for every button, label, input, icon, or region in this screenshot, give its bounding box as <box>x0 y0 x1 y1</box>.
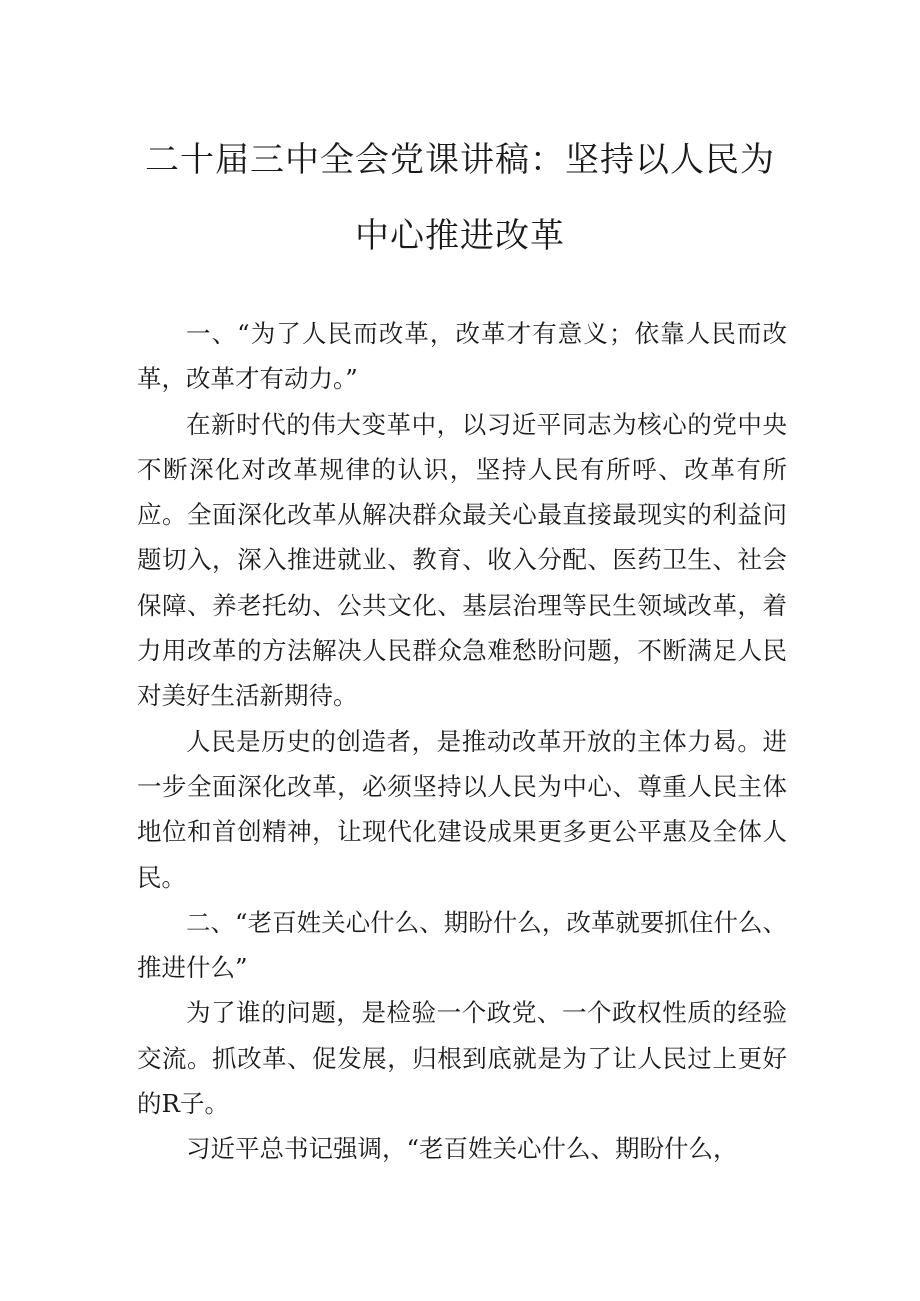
document-title-line-2: 中心推进改革 <box>355 216 565 256</box>
body-paragraph: 在新时代的伟大变革中，以习近平同志为核心的党中央不断深化对改革规律的认识，坚持人民有所呼、改革有所应。全面深化改革从解决群众最关心最直接最现实的利益问题切入，深入推进就业、教育、收入分配、医药卫生、社会保障、养老托幼、公共文化、基层治理等民生领域改革，着力用改革的方法解决人民群众急难愁盼问题，不断满足人民对美好生活新期待。 <box>137 409 787 711</box>
document-title-line-1: 二十届三中全会党课讲稿：坚持以人民为 <box>145 140 775 180</box>
body-paragraph: 习近平总书记强调，“老百姓关心什么、期盼什么， <box>186 1134 738 1164</box>
section-heading-1: 一、“为了人民而改革，改革才有意义；依靠人民而改革，改革才有动力。” <box>137 319 787 394</box>
section-heading-2: 二、“老百姓关心什么、期盼什么，改革就要抓住什么、推进什么” <box>137 907 787 983</box>
document-body <box>137 311 787 1172</box>
body-paragraph: 人民是历史的创造者，是推动改革开放的主体力曷。进一步全面深化改革，必须坚持以人民为中心、尊重人民主体地位和首创精神，让现代化建设成果更多更公平惠及全体人民。 <box>137 726 787 892</box>
body-paragraph: 为了谁的问题，是检验一个政党、一个政权性质的经验交流。抓改革、促发展，归根到底就是为了让人民过上更好的R子。 <box>137 998 787 1119</box>
